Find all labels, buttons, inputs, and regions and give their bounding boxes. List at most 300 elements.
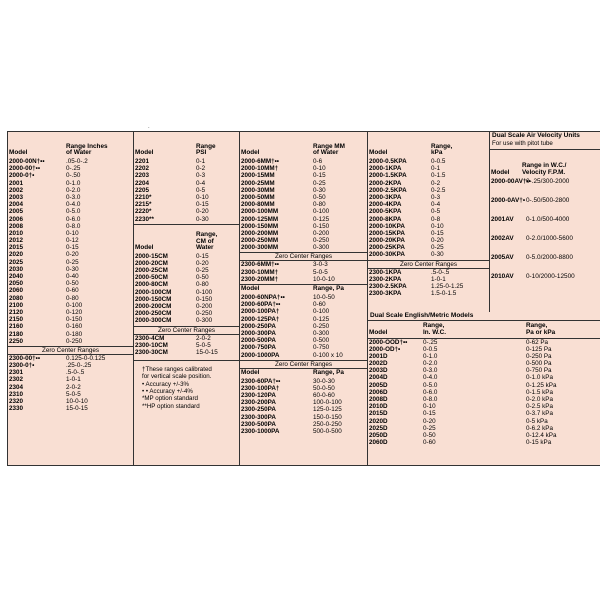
range-cell: 5-0-5 <box>66 390 81 398</box>
range-cell: 0-10 <box>431 222 444 230</box>
table-row <box>8 273 133 280</box>
model-cell: 2006 <box>9 215 24 223</box>
table-row <box>240 399 367 406</box>
model-cell: 2000-25MM <box>241 179 275 187</box>
range-cell: 0-100 x 10 <box>313 351 343 359</box>
table-row <box>240 294 367 301</box>
footnote: †These ranges calibrated <box>142 366 212 374</box>
model-cell: 2215* <box>135 201 152 209</box>
range-pa-cell: 0-2.5 kPa <box>526 403 553 411</box>
model-cell: 2000-750PA <box>241 344 276 352</box>
velocity-header <box>490 152 600 178</box>
model-cell: 2300-1000PA <box>241 428 280 435</box>
table-row <box>8 331 133 338</box>
model-cell: 2020D <box>369 417 388 425</box>
range-cell: 0-150 <box>66 316 83 324</box>
table-row <box>368 374 600 381</box>
table-row <box>8 369 133 376</box>
table-row <box>8 208 133 215</box>
table-row <box>8 376 133 383</box>
table-row <box>368 439 600 446</box>
table-row <box>8 187 133 194</box>
header-range: Range, kPa <box>431 142 453 157</box>
table-row <box>8 223 133 230</box>
range-cell: 10-0-10 <box>66 398 88 405</box>
range-wc-cell: 0-25 <box>423 424 436 432</box>
table-row <box>134 194 239 201</box>
model-cell: 2300-2.5KPA <box>369 283 407 290</box>
range-cell: 0-10 <box>196 193 209 201</box>
range-cell: 0-80 <box>196 281 209 289</box>
metric-title: Dual Scale English/Metric Models <box>368 312 600 321</box>
table-row <box>8 165 133 172</box>
table-row <box>8 172 133 179</box>
range-cell: 0-4 <box>431 201 441 209</box>
table-row <box>8 230 133 237</box>
table-row <box>134 342 239 349</box>
model-cell: 2202 <box>135 165 150 173</box>
range-cell: 0-50 <box>66 280 79 288</box>
model-cell: 2120 <box>9 308 24 316</box>
range-cell: 0-180 <box>66 330 83 338</box>
range-wc-cell: 0-15 <box>423 410 436 418</box>
table-row <box>368 290 489 297</box>
range-cell: 1-0-1 <box>66 376 81 384</box>
table-row <box>134 216 239 223</box>
header-range-pa: Range, Pa or kPa <box>526 322 556 336</box>
model-cell: 2180 <box>9 330 24 338</box>
range-cell: 0-25 <box>66 258 79 266</box>
model-cell: 2000-00†•• <box>9 165 41 173</box>
range-cell: 0.125-0-0.125 <box>66 354 106 362</box>
range-cell: 0-80 <box>66 294 79 302</box>
table-row <box>8 398 133 405</box>
model-cell: 2203 <box>135 172 150 180</box>
model-cell: 2300-250PA <box>241 406 276 414</box>
model-cell: 2205 <box>135 186 150 194</box>
table-row <box>8 391 133 398</box>
range-cell: 10-0-10 <box>313 275 335 283</box>
range-cell: 0-0.5 <box>431 158 446 165</box>
range-cell: 0-.25 <box>66 165 81 173</box>
model-cell: 2000-250PA <box>241 322 276 330</box>
range-cell: 0-200 <box>313 229 330 237</box>
table-row <box>240 308 367 315</box>
range-cell: 15-0-15 <box>66 405 88 413</box>
range-cell: 2-0-2 <box>66 383 81 391</box>
range-wc-cell: 0-3.0 <box>423 367 438 375</box>
model-cell: 2300-6MM†•• <box>241 261 280 269</box>
range-pa-cell: 0-2.0 kPa <box>526 396 553 403</box>
model-cell: 2000-80MM <box>241 201 275 209</box>
table-row <box>8 237 133 244</box>
model-cell: 2000-125MM <box>241 215 279 223</box>
table-row <box>240 378 367 385</box>
range-cell: 0-150 <box>196 295 213 303</box>
table-row <box>368 230 489 237</box>
range-cell: 0-125 <box>313 315 330 323</box>
table-row <box>368 158 489 165</box>
range-cell: 0-100 <box>66 301 83 309</box>
model-cell: 2000-0.5KPA <box>369 158 407 165</box>
table-row <box>8 280 133 287</box>
range-cell: 30-0-30 <box>313 377 335 385</box>
table-row <box>368 410 600 417</box>
range-wc-cell: 0-20 <box>423 417 436 425</box>
model-cell: 2000-60NPA†•• <box>241 294 285 301</box>
range-cell: 0-3 <box>196 172 206 180</box>
range-cell: 0-30 <box>313 186 326 194</box>
model-cell: 2000-15CM <box>135 252 168 260</box>
model-cell: 2050D <box>369 431 388 439</box>
table-row <box>240 276 367 283</box>
range-cell: 0-30 <box>431 251 444 259</box>
zero-center-title: Zero Center Ranges <box>8 346 133 355</box>
range-cell: 0-15 <box>313 172 326 180</box>
table-row <box>240 172 367 179</box>
table-row <box>368 180 489 187</box>
range-pa-cell: 0-62 Pa <box>526 338 549 346</box>
model-cell: 2000-00N†•• <box>9 158 45 165</box>
psi-cm-column <box>134 132 240 465</box>
table-row <box>134 267 239 274</box>
model-cell: 2300-500PA <box>241 420 276 428</box>
table-row <box>490 235 600 254</box>
range-pa-cell: 0-125 Pa <box>526 345 552 353</box>
range-cell: 0-250 <box>66 337 83 345</box>
table-row <box>368 346 600 353</box>
model-cell: 2300-200PA <box>241 399 276 407</box>
table-row <box>240 421 367 428</box>
table-row <box>8 259 133 266</box>
table-row <box>8 251 133 258</box>
table-row <box>134 310 239 317</box>
model-cell: 2060D <box>369 439 388 447</box>
model-cell: 2000-2.5KPA <box>369 186 407 194</box>
range-cell: 60-0-60 <box>313 392 335 400</box>
table-row <box>8 384 133 391</box>
range-cell: .5-0-.5 <box>431 268 450 276</box>
model-cell: 2000-80CM <box>135 281 168 289</box>
table-row <box>8 316 133 323</box>
inches-zero-table <box>8 355 133 413</box>
model-cell: 2204 <box>135 179 150 187</box>
range-cell: 50-0-50 <box>313 384 335 392</box>
model-cell: 2302 <box>9 376 24 384</box>
table-row <box>8 216 133 223</box>
zero-pa-header <box>240 369 367 378</box>
range-cell: 0-10 <box>313 165 326 173</box>
table-row <box>134 335 239 342</box>
model-cell: 2000-150MM <box>241 222 279 230</box>
model-cell: 2300-120PA <box>241 392 276 400</box>
model-cell: 2000-20CM <box>135 259 168 267</box>
table-row <box>490 197 600 216</box>
model-cell: 2000-250MM <box>241 237 279 245</box>
model-cell: 2005D <box>369 381 388 389</box>
model-cell: 2000-OD†• <box>369 345 401 353</box>
model-cell: 2050 <box>9 280 24 288</box>
range-cell: 125-0-125 <box>313 406 342 414</box>
range-wc-cell: 0-5.0 <box>423 381 438 389</box>
range-wc-cell: 0-60 <box>423 439 436 447</box>
range-cell: 0-20 <box>66 251 79 259</box>
model-cell: 2300-60PA†•• <box>241 377 281 385</box>
range-cell: 0-1.0 <box>66 179 81 187</box>
model-cell: 2330 <box>9 405 24 413</box>
model-cell: 2008D <box>369 396 388 403</box>
range-cell: 0-10 <box>66 229 79 237</box>
model-cell: 2300-10MM† <box>241 268 279 276</box>
table-row <box>8 194 133 201</box>
model-cell: 2060 <box>9 287 24 295</box>
table-row <box>368 208 489 215</box>
model-cell: 2000-30KPA <box>369 251 405 259</box>
model-cell: 2150 <box>9 316 24 324</box>
model-cell: 2300-100PA† <box>241 384 280 392</box>
model-cell: 2000-100MM <box>241 208 279 216</box>
model-cell: 2201 <box>135 158 150 165</box>
range-cell: 2-0-2 <box>196 334 211 342</box>
table-row <box>368 187 489 194</box>
model-cell: 2000-8KPA <box>369 215 402 223</box>
table-row <box>368 251 489 258</box>
range-cell: 0-2 <box>196 165 206 173</box>
model-cell: 2000-1000PA <box>241 351 280 359</box>
model-cell: 2005 <box>9 208 24 216</box>
table-row <box>368 418 600 425</box>
cm-table <box>134 253 239 325</box>
model-cell: 2000-100PA† <box>241 308 280 316</box>
range-cell: 0-25 <box>196 267 209 275</box>
range-pa-cell: 0-250 Pa <box>526 352 552 360</box>
table-row <box>368 389 600 396</box>
table-row <box>368 276 489 283</box>
table-row <box>8 266 133 273</box>
model-cell: 2000-1.5KPA <box>369 172 407 180</box>
table-row <box>490 216 600 235</box>
header-range: Range Inches of Water <box>66 142 108 157</box>
range-cell: 0-15 <box>66 244 79 252</box>
range-pa-cell: 0-15 kPa <box>526 439 552 447</box>
model-cell: 2000-200CM <box>135 303 172 310</box>
model-cell: 2220* <box>135 208 152 216</box>
range-cell: 0-8.0 <box>66 222 81 230</box>
table-row <box>134 289 239 296</box>
range-cell: 5-0-5 <box>196 341 211 349</box>
table-row <box>490 273 600 292</box>
table-row <box>240 158 367 165</box>
model-cell: 2250 <box>9 337 24 345</box>
model-cell: 2002D <box>369 360 388 368</box>
range-cell: 0-6.0 <box>66 215 81 223</box>
model-cell: 2000-60PA†•• <box>241 301 281 309</box>
table-row <box>8 355 133 362</box>
header-range: Range, CM of Water <box>196 230 218 252</box>
table-row <box>134 208 239 215</box>
range-cell: 0-2.0/1000-5600 <box>526 234 573 242</box>
table-row <box>368 360 600 367</box>
cm-zero-table <box>134 335 239 357</box>
model-cell: 2000-100CM <box>135 288 172 296</box>
model-cell: 2004 <box>9 201 24 209</box>
table-row <box>8 362 133 369</box>
range-cell: 0-100 <box>196 288 213 296</box>
range-wc-cell: 0-8.0 <box>423 396 438 403</box>
header-model: Model <box>369 328 388 336</box>
range-cell: 0-125 <box>313 215 330 223</box>
header-model: Model <box>241 285 260 293</box>
range-cell: 0-4 <box>196 179 206 187</box>
range-cell: 0-300 <box>313 329 330 337</box>
table-row <box>490 254 600 273</box>
table-row <box>368 382 600 389</box>
table-row <box>368 283 489 290</box>
zero-center-title: Zero Center Ranges <box>240 252 367 261</box>
range-cell: 0-15 <box>196 252 209 260</box>
footnote: • Accuracy +/-3% <box>142 380 190 388</box>
range-cell: 3-0-3 <box>313 261 328 269</box>
table-row <box>240 180 367 187</box>
model-cell: 2000-250CM <box>135 310 172 318</box>
model-cell: 2040 <box>9 273 24 280</box>
inches-water-header <box>8 132 133 158</box>
psi-table <box>134 158 239 223</box>
model-cell: 2300-3KPA <box>369 290 402 298</box>
footnote: • • Accuracy +/-4% <box>142 388 193 396</box>
table-row <box>134 303 239 310</box>
range-cell: 0-60 <box>66 287 79 295</box>
model-cell: 2025 <box>9 258 24 266</box>
range-cell: 0-50 <box>313 193 326 201</box>
model-cell: 2000-5KPA <box>369 208 402 216</box>
range-cell: 10-0-50 <box>313 294 335 301</box>
pa-table <box>240 294 367 359</box>
zero-center-title: Zero Center Ranges <box>240 360 367 369</box>
inches-water-table <box>8 158 133 345</box>
table-row <box>240 301 367 308</box>
model-cell: 2020 <box>9 251 24 259</box>
model-cell: 2010 <box>9 229 24 237</box>
model-cell: 2010D <box>369 403 388 411</box>
kpa-zero-table <box>368 269 489 298</box>
model-cell: 2100 <box>9 301 24 309</box>
table-row <box>134 296 239 303</box>
table-row <box>134 253 239 260</box>
range-wc-cell: 0-0.5 <box>423 345 438 353</box>
tick-mark: . <box>148 124 150 130</box>
range-cell: 0-300 <box>313 244 330 252</box>
psi-header <box>134 132 239 158</box>
range-cell: 100-0-100 <box>313 399 342 407</box>
range-cell: 0-20 <box>431 237 444 245</box>
table-row <box>368 339 600 346</box>
range-cell: 0-60 <box>313 301 326 309</box>
metric-table <box>368 338 600 447</box>
range-cell: 0-5 <box>431 208 441 216</box>
model-cell: 2015 <box>9 244 24 252</box>
table-row <box>240 406 367 413</box>
mm-zero-table <box>240 261 367 283</box>
table-row <box>368 223 489 230</box>
footnote: **HP option standard <box>142 402 200 410</box>
model-cell: 2008 <box>9 222 24 230</box>
model-cell: 2000-300PA <box>241 329 276 337</box>
model-cell: 2000-25KPA <box>369 244 405 252</box>
model-cell: 2300-30CM <box>135 348 168 356</box>
mm-pa-column <box>240 132 368 465</box>
table-row <box>240 165 367 172</box>
range-cell: .05-0-.2 <box>66 158 88 165</box>
table-row <box>8 338 133 345</box>
model-cell: 2000-00AV†•• <box>491 177 531 185</box>
pa-header <box>240 284 367 294</box>
table-row <box>240 323 367 330</box>
range-cell: 0-300 <box>196 317 213 325</box>
range-cell: 0-500 <box>313 337 330 345</box>
table-row <box>134 317 239 324</box>
table-row <box>368 353 600 360</box>
model-cell: 2005AV <box>491 253 514 261</box>
table-row <box>240 392 367 399</box>
range-cell: 0-20 <box>196 259 209 267</box>
range-cell: 0-6 <box>313 158 323 165</box>
range-wc-cell: 0-4.0 <box>423 374 438 382</box>
range-cell: 0-15 <box>431 229 444 237</box>
metric-panel <box>367 312 600 465</box>
model-cell: 2030 <box>9 265 24 273</box>
model-cell: 2301 <box>9 369 24 377</box>
range-pa-cell: 0-1.5 kPa <box>526 388 553 396</box>
table-row <box>240 230 367 237</box>
table-row <box>240 187 367 194</box>
range-wc-cell: 0-.25 <box>423 338 438 346</box>
range-cell: 0-25 <box>313 179 326 187</box>
range-cell: 0-30 <box>66 265 79 273</box>
range-cell: 0-5.0 <box>66 208 81 216</box>
range-cell: 0-120 <box>66 308 83 316</box>
model-cell: 2001D <box>369 352 388 360</box>
table-row <box>134 187 239 194</box>
velocity-subtitle: For use with pitot tube <box>490 140 600 150</box>
zero-center-title: Zero Center Ranges <box>134 326 239 335</box>
range-wc-cell: 0-1.0 <box>423 352 438 360</box>
model-cell: 2080 <box>9 294 24 302</box>
range-cell: 0-20 <box>196 208 209 216</box>
range-cell: 0-5 <box>196 186 206 194</box>
range-cell: 0-250 <box>313 322 330 330</box>
table-row <box>134 281 239 288</box>
model-cell: 2300-4CM <box>135 334 165 342</box>
model-cell: 2000-25CM <box>135 267 168 275</box>
model-cell: 2300-0†• <box>9 362 35 370</box>
table-row <box>368 237 489 244</box>
table-row <box>240 352 367 359</box>
range-cell: 0-12 <box>66 237 79 245</box>
model-cell: 2300-10CM <box>135 341 168 349</box>
inches-water-column <box>8 132 134 465</box>
model-cell: 2025D <box>369 424 388 432</box>
model-cell: 2000-300MM <box>241 244 279 252</box>
model-cell: 2000-125PA† <box>241 315 280 323</box>
range-cell: 0-150 <box>313 222 330 230</box>
range-wc-cell: 0-6.0 <box>423 388 438 396</box>
range-cell: 0-5.0/2000-8800 <box>526 253 573 261</box>
model-cell: 2010AV <box>491 272 514 280</box>
table-row <box>8 180 133 187</box>
range-cell: 0-100 <box>313 308 330 316</box>
model-cell: 2000-300CM <box>135 317 172 325</box>
